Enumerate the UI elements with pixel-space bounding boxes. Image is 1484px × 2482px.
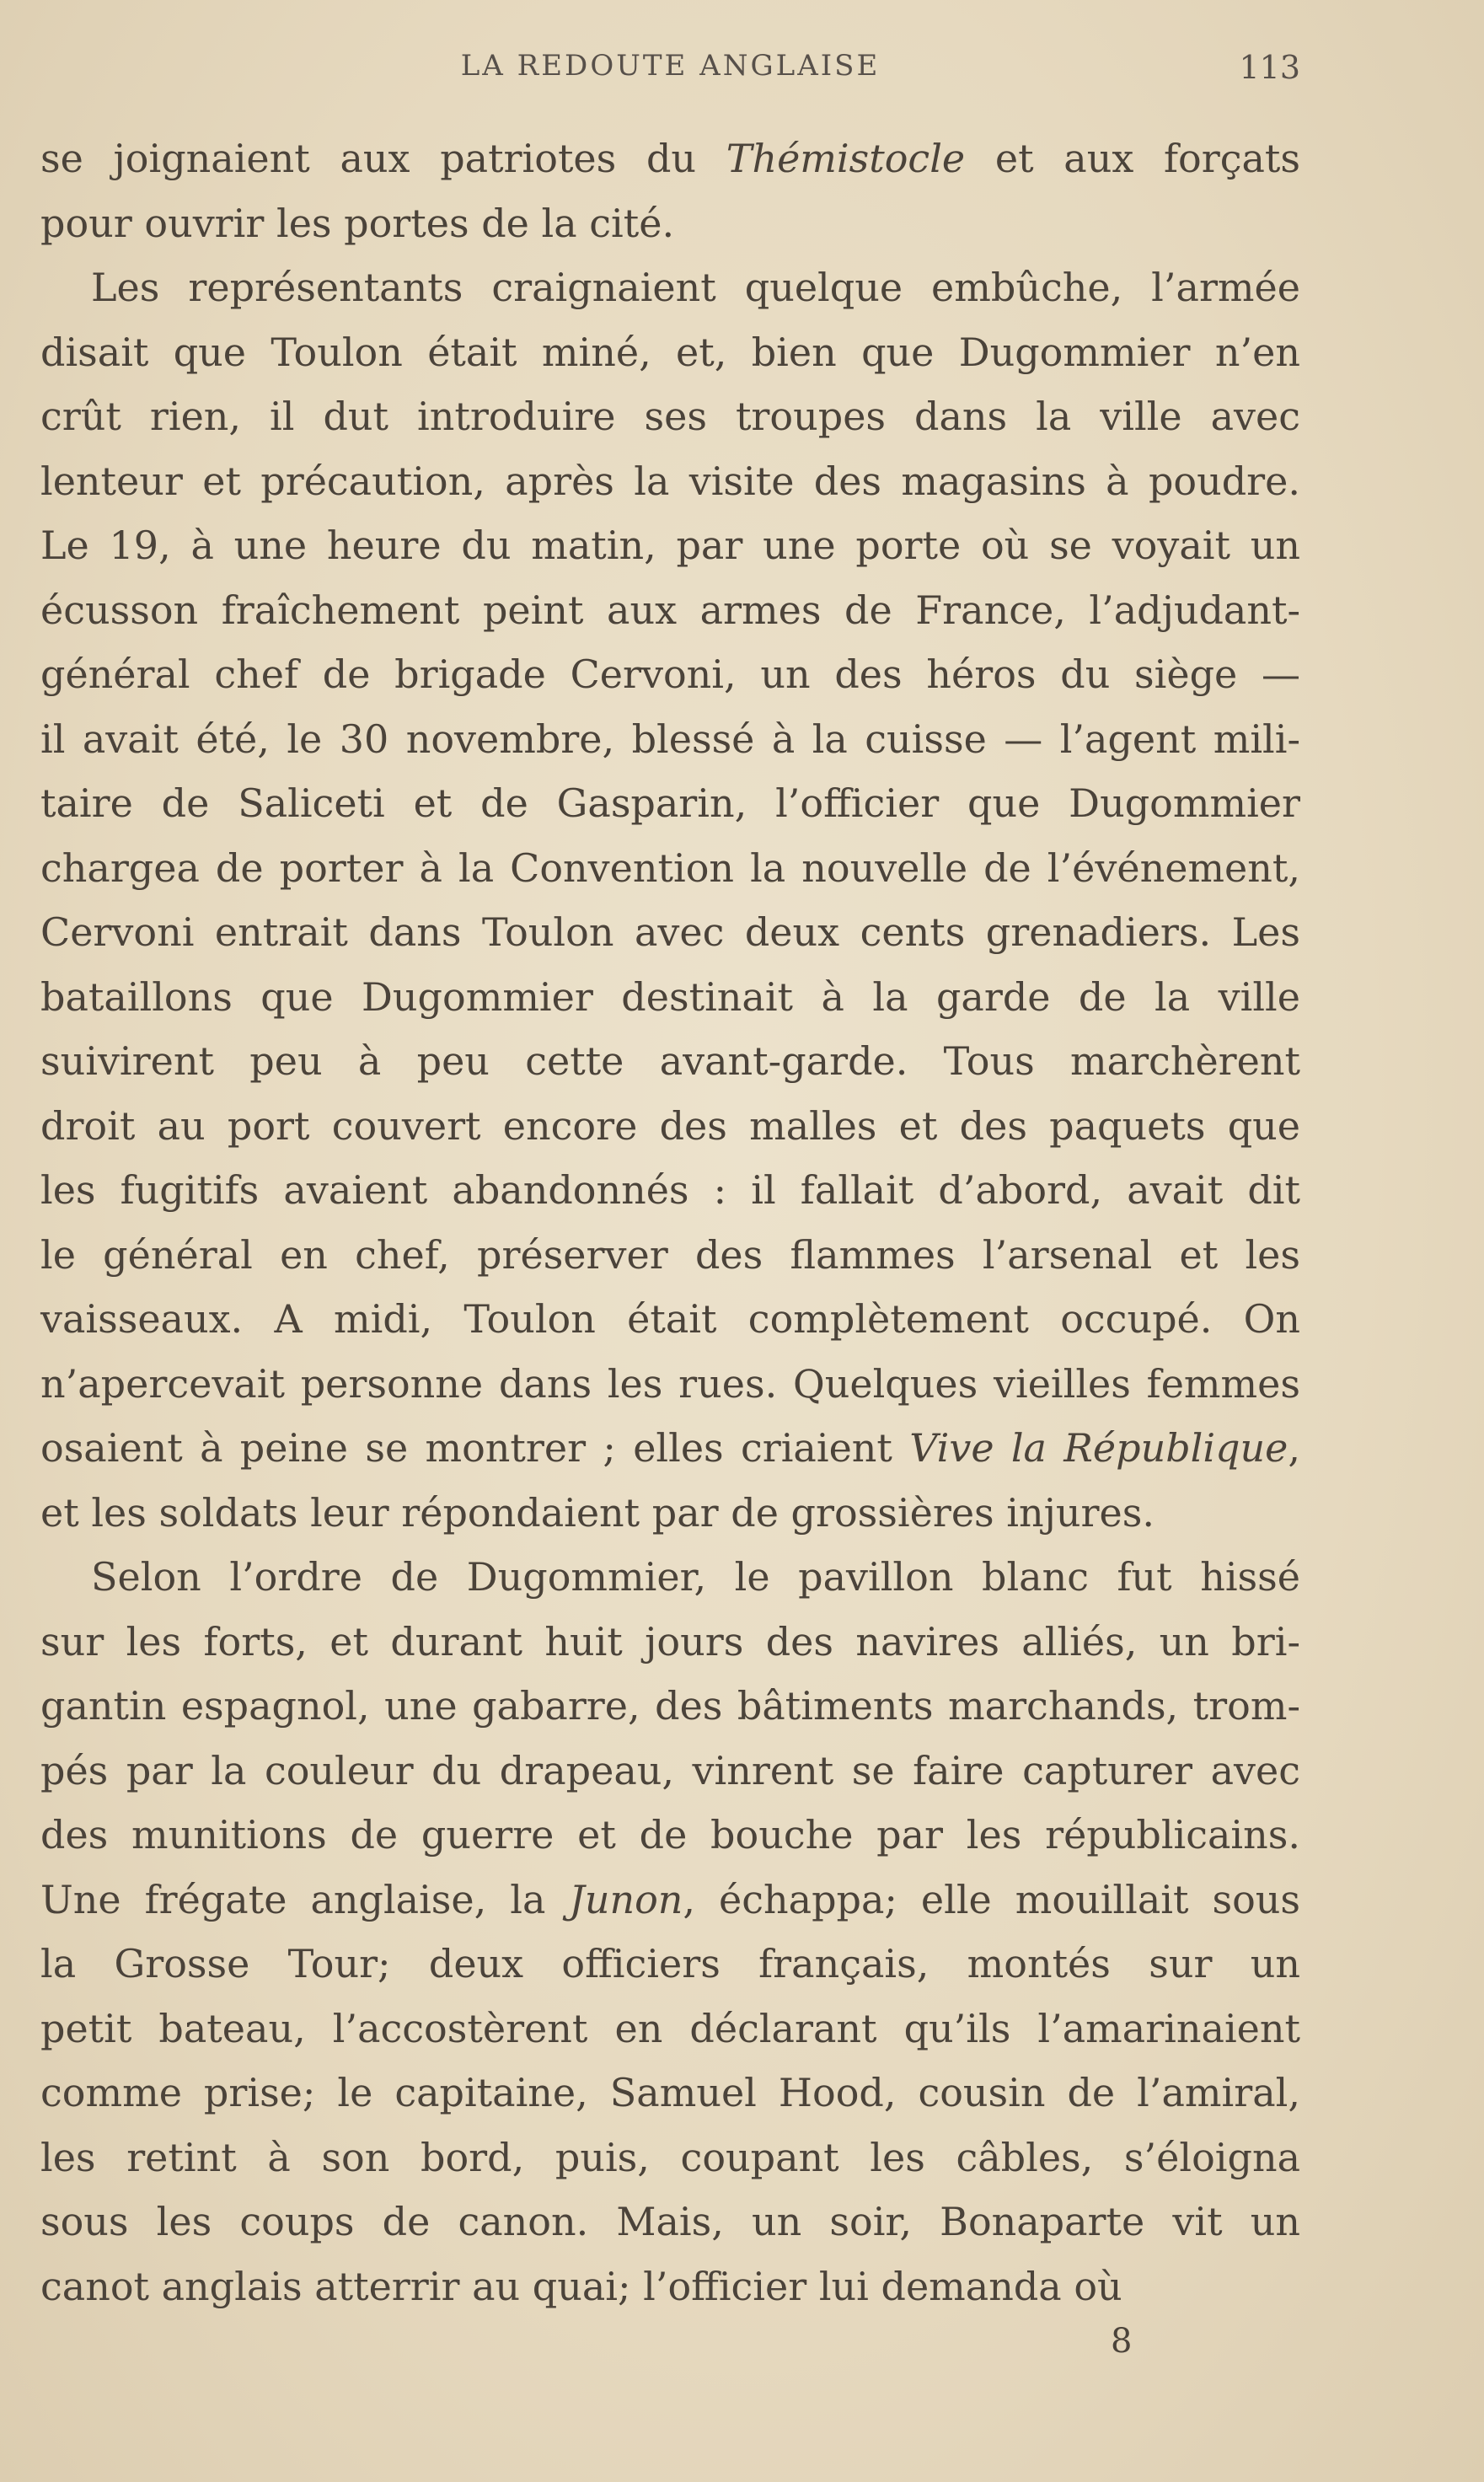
text-line: Selon l’ordre de Dugommier, le pavillon blanc fut hissé (91, 1554, 1300, 1600)
text-line: les fugitifs avaient abandonnés : il fallait d’abord, avait dit (40, 1167, 1300, 1213)
text-line: taire de Saliceti et de Gasparin, l’officier que Dugommier (40, 780, 1300, 826)
text-line: gantin espagnol, une gabarre, des bâtiments marchands, trom- (40, 1683, 1300, 1729)
text-line: le général en chef, préserver des flammes l’arsenal et les (40, 1231, 1300, 1278)
text-line: chargea de porter à la Convention la nouvelle de l’événement, (40, 844, 1300, 891)
text-line: petit bateau, l’accostèrent en déclarant qu’ils l’amarinaient (40, 2005, 1300, 2051)
text-line: disait que Toulon était miné, et, bien que Dugommier n’en (40, 329, 1300, 375)
text-line: sur les forts, et durant huit jours des navires alliés, un bri- (40, 1618, 1300, 1664)
text-line: pés par la couleur du drapeau, vinrent se faire capturer avec (40, 1747, 1300, 1793)
text-line: vaisseaux. A midi, Toulon était complètement occupé. On (40, 1296, 1300, 1342)
text-line: crût rien, il dut introduire ses troupes dans la ville avec (40, 394, 1300, 439)
body-text (40, 126, 1300, 2318)
text-line: les retint à son bord, puis, coupant les câbles, s’éloigna (40, 2134, 1300, 2180)
text-line: se joignaient aux patriotes du Thémistocle et aux forçats (40, 136, 1300, 181)
signature-mark: 8 (1111, 2322, 1133, 2361)
text-line: Les représentants craignaient quelque embûche, l’armée (91, 265, 1300, 310)
text-line: suivirent peu à peu cette avant-garde. Tous marchèrent (40, 1038, 1300, 1084)
text-line: écusson fraîchement peint aux armes de France, l’adjudant- (40, 587, 1300, 633)
page-header (40, 49, 1300, 89)
text-line: droit au port couvert encore des malles et des paquets que (40, 1102, 1300, 1149)
running-title: LA REDOUTE ANGLAISE (460, 49, 881, 83)
text-line: sous les coups de canon. Mais, un soir, Bonaparte vit un (40, 2199, 1300, 2244)
text-line: Le 19, à une heure du matin, par une porte où se voyait un (40, 523, 1300, 568)
text-line: il avait été, le 30 novembre, blessé à la cuisse — l’agent mili- (40, 716, 1300, 762)
text-line: général chef de brigade Cervoni, un des héros du siège — (40, 651, 1300, 697)
text-line: Une frégate anglaise, la Junon, échappa; elle mouillait sous (40, 1876, 1300, 1922)
text-line: et les soldats leur répondaient par de grossières injures. (40, 1489, 1155, 1536)
text-line: pour ouvrir les portes de la cité. (40, 200, 675, 246)
text-line: lenteur et précaution, après la visite des magasins à poudre. (40, 458, 1300, 504)
italic-title: Thémistocle (726, 136, 966, 181)
text-line: comme prise; le capitaine, Samuel Hood, cousin de l’amiral, (40, 2070, 1300, 2115)
italic-title: Junon (569, 1876, 683, 1922)
text-line: canot anglais atterrir au quai; l’officier lui demanda où (40, 2263, 1122, 2309)
italic-title: Vive la République (909, 1425, 1288, 1471)
text-line: bataillons que Dugommier destinait à la garde de la ville (40, 973, 1300, 1020)
text-line: osaient à peine se montrer ; elles criaient Vive la République, (40, 1425, 1300, 1471)
text-line: n’apercevait personne dans les rues. Quelques vieilles femmes (40, 1360, 1300, 1407)
text-line: des munitions de guerre et de bouche par les républicains. (40, 1812, 1300, 1857)
page-number: 113 (1239, 49, 1300, 86)
text-line: Cervoni entrait dans Toulon avec deux cents grenadiers. Les (40, 909, 1300, 955)
text-line: la Grosse Tour; deux officiers français, montés sur un (40, 1941, 1300, 1986)
